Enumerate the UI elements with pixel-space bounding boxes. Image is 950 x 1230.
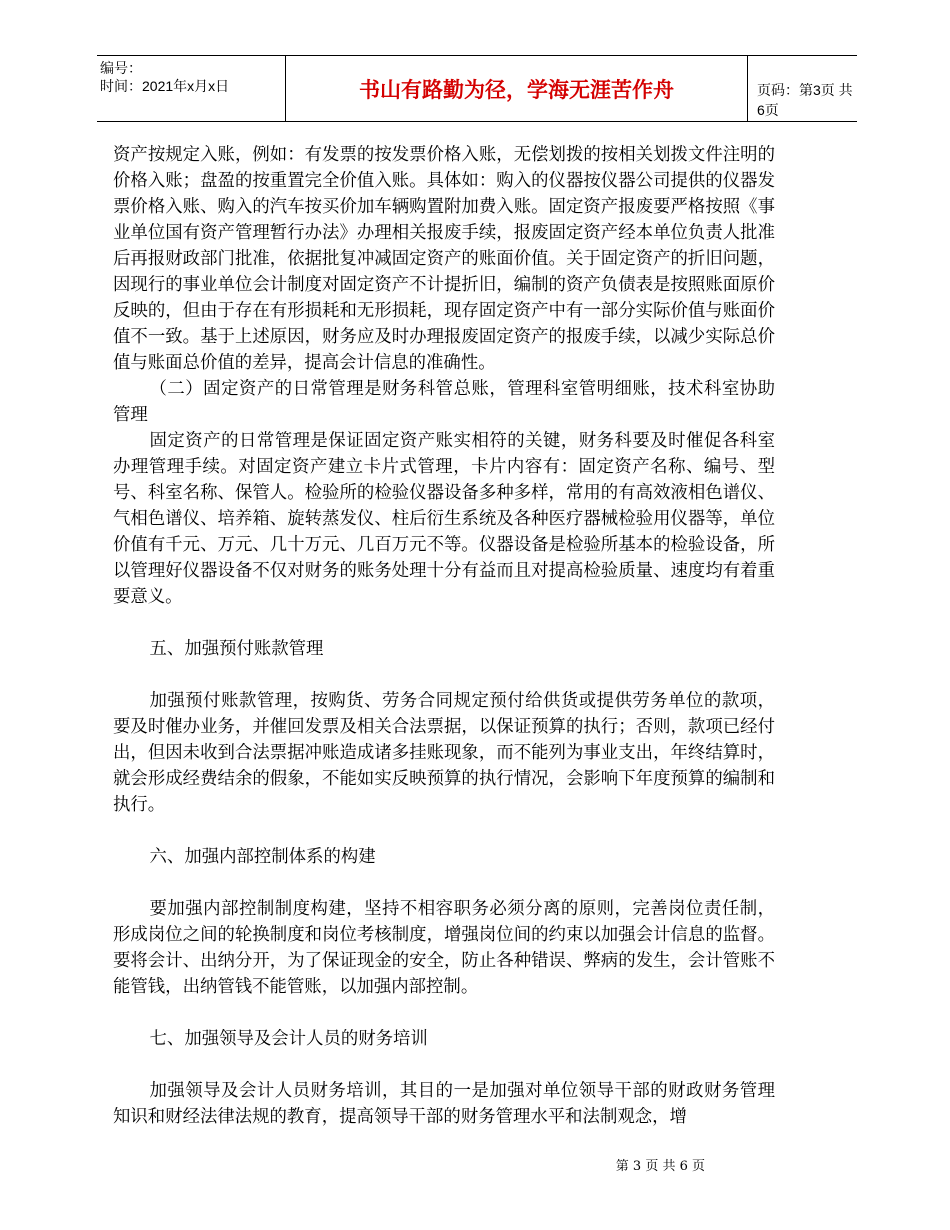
document-number-label: 编号： (100, 60, 142, 76)
subheading-daily-management: （二）固定资产的日常管理是财务科管总账，管理科室管明细账，技术科室协助管理 (113, 379, 775, 425)
header-meta (100, 59, 229, 95)
paragraph-prepayments: 加强预付账款管理，按购货、劳务合同规定预付给供货或提供劳务单位的款项，要及时催办业务，并催回发票及相关合法票据，以保证预算的执行；否则，款项已经付出，但因未收到合法票据冲账造成诸多挂账现象，而不能列为事业支出，年终结算时，就会形成经费结余的假象，不能如实反映预算的执行情况，会影响下年度预算的编制和执行。 (113, 691, 775, 815)
document-body (113, 142, 775, 1130)
header-page-number: 页码：第3页 共6页 (757, 82, 853, 118)
page-header (97, 55, 857, 122)
page-footer: 第 3 页 共 6 页 (615, 1159, 705, 1174)
paragraph-fixed-assets-entry: 资产按规定入账，例如：有发票的按发票价格入账，无偿划拨的按相关划拨文件注明的价格入账；盘盈的按重置完全价值入账。具体如：购入的仪器按仪器公司提供的仪器发票价格入账、购入的汽车按买价加车辆购置附加费入账。固定资产报废要严格按照《事业单位国有资产管理暂行办法》办理相关报废手续，报废固定资产经本单位负责人批准后再报财政部门批准，依据批复冲减固定资产的账面价值。关于固定资产的折旧问题，因现行的事业单位会计制度对固定资产不计提折旧，编制的资产负债表是按照账面原价反映的，但由于存在有形损耗和无形损耗，现存固定资产中有一部分实际价值与账面价值不一致。基于上述原因，财务应及时办理报废固定资产的报废手续，以减少实际总价值与账面总价值的差异，提高会计信息的准确性。 (113, 145, 775, 373)
section-heading-internal-control: 六、加强内部控制体系的构建 (149, 847, 376, 867)
paragraph-training: 加强领导及会计人员财务培训，其目的一是加强对单位领导干部的财政财务管理知识和财经法律法规的教育，提高领导干部的财务管理水平和法制观念，增 (113, 1081, 775, 1127)
section-heading-prepayments: 五、加强预付账款管理 (149, 639, 324, 659)
paragraph-daily-management: 固定资产的日常管理是保证固定资产账实相符的关键，财务科要及时催促各科室办理管理手续。对固定资产建立卡片式管理，卡片内容有：固定资产名称、编号、型号、科室名称、保管人。检验所的检验仪器设备多种多样，常用的有高效液相色谱仪、气相色谱仪、培养箱、旋转蒸发仪、柱后衍生系统及各种医疗器械检验用仪器等，单位价值有千元、万元、几十万元、几百万元不等。仪器设备是检验所基本的检验设备，所以管理好仪器设备不仅对财务的账务处理十分有益而且对提高检验质量、速度均有着重要意义。 (113, 431, 775, 607)
paragraph-internal-control: 要加强内部控制制度构建，坚持不相容职务必须分离的原则，完善岗位责任制，形成岗位之间的轮换制度和岗位考核制度，增强岗位间的约束以加强会计信息的监督。要将会计、出纳分开，为了保证现金的安全，防止各种错误、弊病的发生，会计管账不能管钱，出纳管钱不能管账，以加强内部控制。 (113, 899, 775, 997)
section-heading-training: 七、加强领导及会计人员的财务培训 (149, 1029, 428, 1049)
document-time-label: 时间：2021年x月x日 (100, 78, 230, 94)
header-motto: 书山有路勤为径，学海无涯苦作舟 (285, 56, 748, 121)
